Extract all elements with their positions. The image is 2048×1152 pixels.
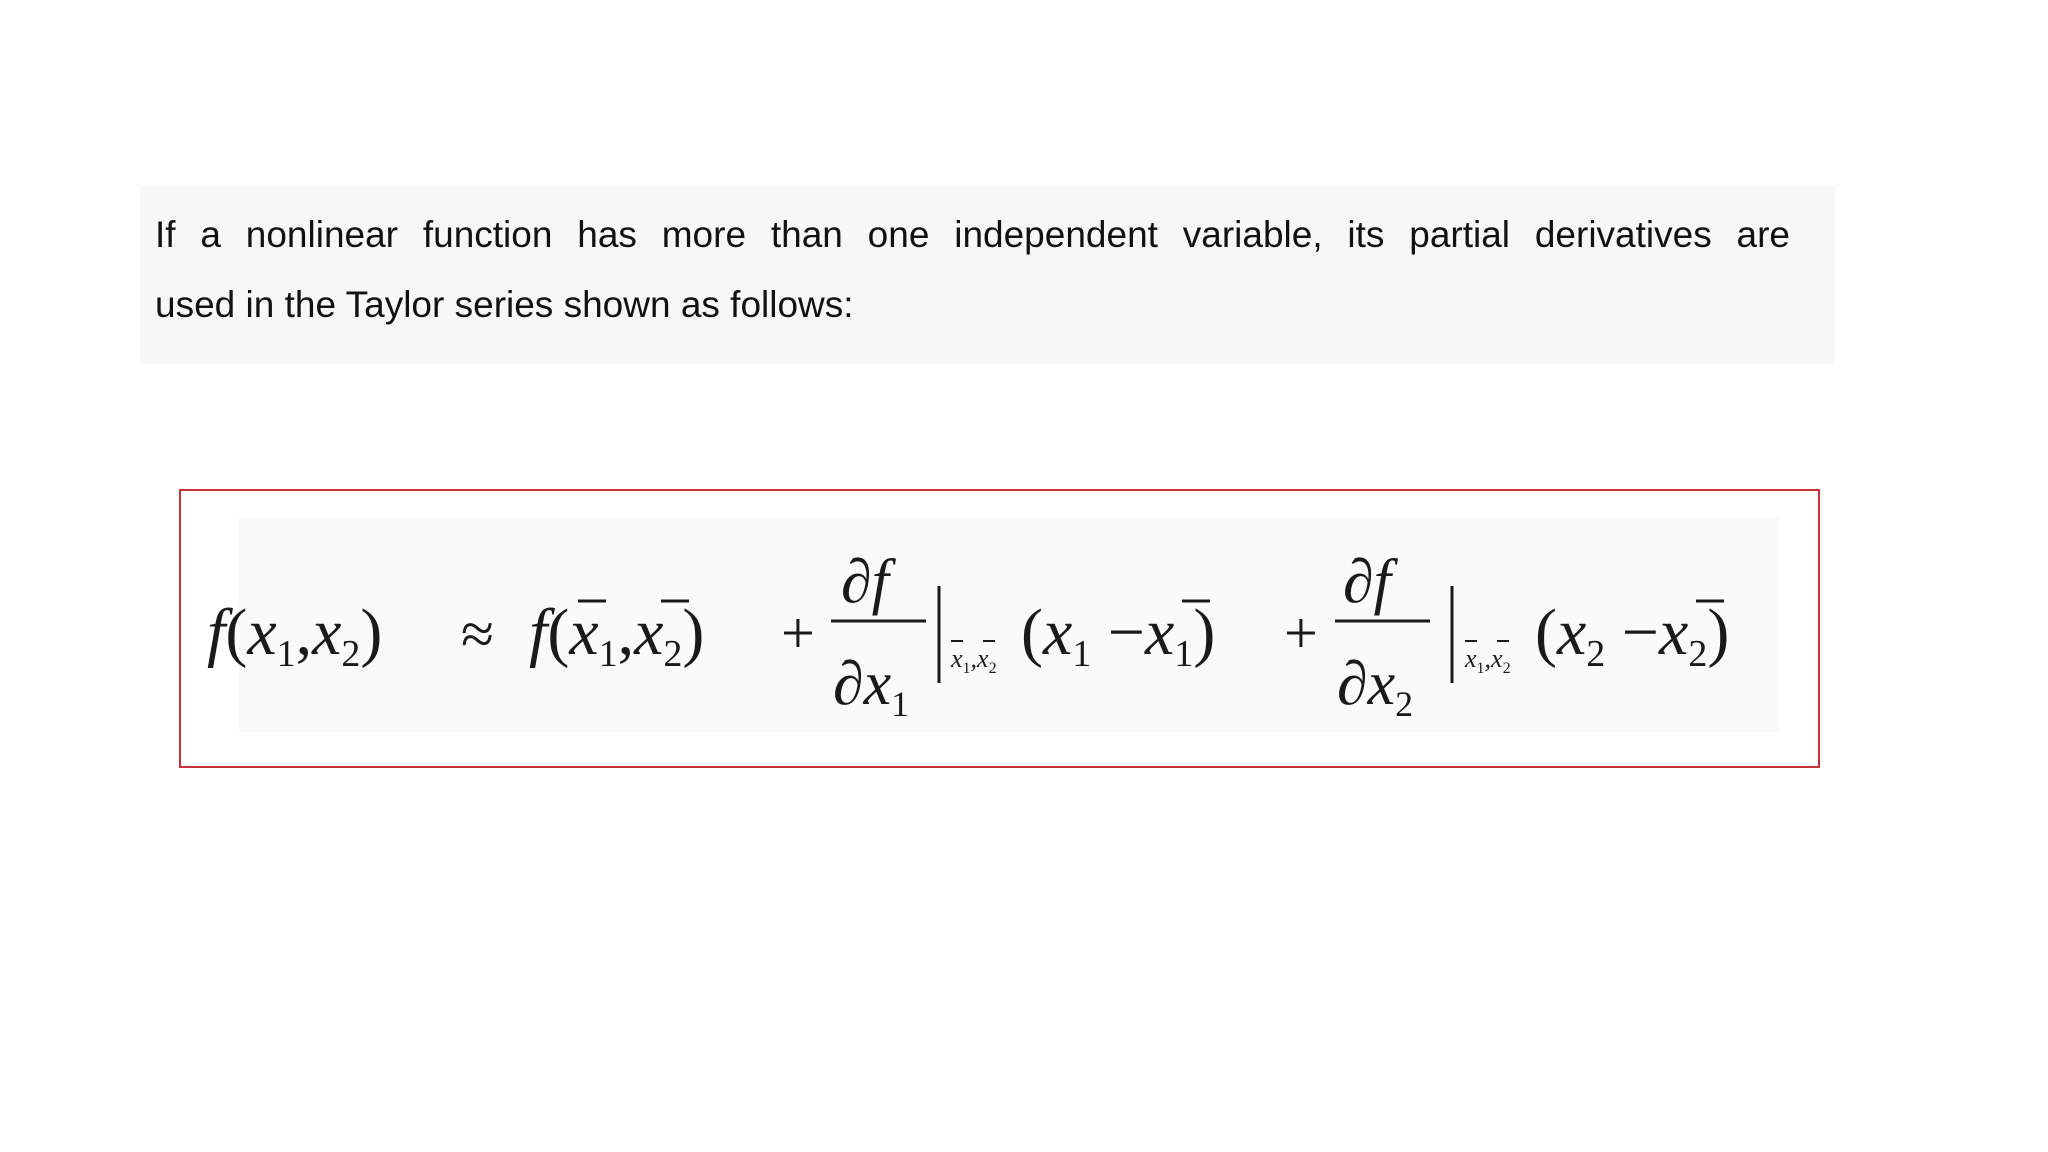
formula-factor-2: (x2 −x2): [1535, 596, 1730, 675]
formula-approx-sign: ≈: [461, 601, 494, 667]
fraction-2-denominator: ∂x2: [1337, 650, 1414, 724]
formula-lhs: f(x1,x2): [207, 596, 383, 675]
formula-factor-1: (x1 −x1): [1021, 596, 1216, 675]
fraction-1-numerator: ∂f: [841, 548, 889, 616]
eval-point-2: $x_1,x_2$: [1465, 644, 1511, 677]
formula-base-term: f(x1,x2): [529, 596, 705, 675]
eval-point-1: $x_1,x_2$: [951, 644, 997, 677]
formula-plus-1: +: [781, 600, 815, 666]
intro-paragraph: [140, 186, 1835, 364]
fraction-2-numerator: ∂f: [1343, 548, 1391, 616]
formula-plus-2: +: [1284, 600, 1318, 666]
taylor-series-formula-box: [179, 489, 1820, 768]
intro-line-1: If a nonlinear function has more than one independent variable, its partial derivatives are: [155, 214, 1790, 255]
fraction-1-denominator: ∂x1: [833, 650, 910, 724]
intro-line-2: used in the Taylor series shown as follows:: [155, 284, 854, 325]
taylor-series-formula: [181, 491, 1822, 770]
